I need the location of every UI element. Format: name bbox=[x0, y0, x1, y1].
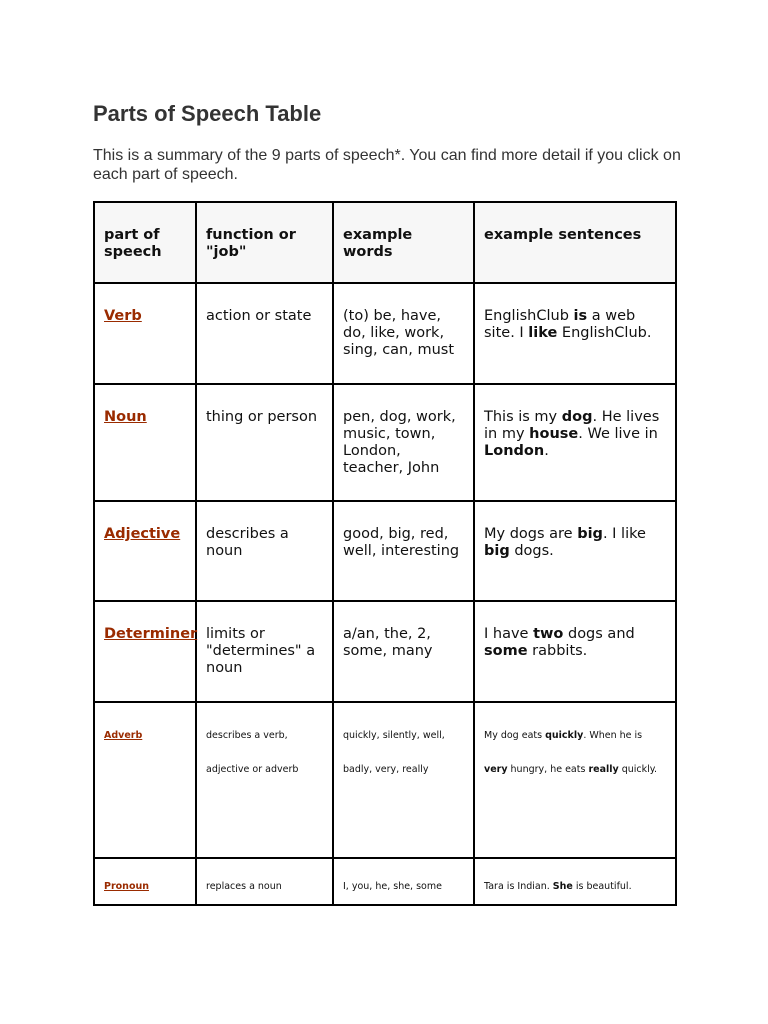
header-example-words: example words bbox=[333, 202, 474, 283]
sentence-text: . He lives in my bbox=[484, 409, 660, 442]
example-sentence-cell bbox=[474, 283, 676, 384]
header-example-sentences: example sentences bbox=[474, 202, 676, 283]
sentence-text: . We live in bbox=[578, 426, 658, 442]
sentence-keyword: some bbox=[484, 643, 528, 659]
sentence-text: a web site. I bbox=[484, 308, 636, 341]
function-cell: thing or person bbox=[196, 384, 333, 501]
sentence-keyword: two bbox=[533, 626, 564, 642]
sentence-text: My dog eats bbox=[484, 730, 546, 741]
page-title: Parts of Speech Table bbox=[93, 101, 322, 126]
part-of-speech-link[interactable]: Adverb bbox=[104, 730, 143, 741]
example-words-cell: a/an, the, 2, some, many bbox=[333, 601, 474, 702]
intro-paragraph: This is a summary of the 9 parts of speech*. You can find more detail if you click on each part of speech. bbox=[93, 147, 681, 183]
sentence-text: . When he is bbox=[583, 730, 643, 741]
sentence-keyword: She bbox=[552, 881, 573, 892]
example-sentence-cell bbox=[474, 501, 676, 601]
sentence-keyword: like bbox=[528, 325, 558, 341]
function-cell: describes a verb, adjective or adverb bbox=[196, 702, 333, 858]
example-words-cell: I, you, he, she, some bbox=[333, 858, 474, 905]
sentence-keyword: really bbox=[588, 764, 619, 775]
sentence-keyword: very bbox=[484, 764, 508, 775]
sentence-keyword: is bbox=[573, 308, 588, 324]
sentence-keyword: London bbox=[484, 443, 545, 459]
table-row bbox=[94, 501, 676, 601]
sentence-text: is beautiful. bbox=[572, 881, 632, 892]
example-sentence-cell bbox=[474, 702, 676, 858]
example-words-cell: pen, dog, work, music, town, London, teacher, John bbox=[333, 384, 474, 501]
function-cell: replaces a noun bbox=[196, 858, 333, 905]
sentence-keyword: quickly bbox=[545, 730, 584, 741]
part-of-speech-link[interactable]: Pronoun bbox=[104, 881, 149, 892]
sentence-keyword: dog bbox=[561, 409, 593, 425]
sentence-text: rabbits. bbox=[527, 643, 588, 659]
table-row bbox=[94, 283, 676, 384]
sentence-keyword: big bbox=[577, 526, 603, 542]
part-of-speech-link[interactable]: Noun bbox=[104, 409, 147, 425]
example-words-cell: good, big, red, well, interesting bbox=[333, 501, 474, 601]
sentence-text: hungry, he eats bbox=[507, 764, 589, 775]
example-sentence-cell bbox=[474, 858, 676, 905]
example-sentence-cell bbox=[474, 601, 676, 702]
header-part-of-speech: part of speech bbox=[94, 202, 196, 283]
part-of-speech-link[interactable]: Verb bbox=[104, 308, 142, 324]
table-row bbox=[94, 858, 676, 905]
sentence-text: This is my bbox=[484, 409, 562, 425]
sentence-text: quickly. bbox=[618, 764, 658, 775]
function-cell: limits or "determines" a noun bbox=[196, 601, 333, 702]
sentence-text: I have bbox=[484, 626, 534, 642]
sentence-text: EnglishClub. bbox=[557, 325, 652, 341]
sentence-text: . I like bbox=[602, 526, 646, 542]
sentence-text: . bbox=[544, 443, 549, 459]
table-row bbox=[94, 601, 676, 702]
example-words-cell: quickly, silently, well, badly, very, really bbox=[333, 702, 474, 858]
part-of-speech-link[interactable]: Adjective bbox=[104, 526, 181, 542]
function-cell: action or state bbox=[196, 283, 333, 384]
sentence-text: Tara is Indian. bbox=[484, 881, 553, 892]
part-of-speech-link[interactable]: Determiner bbox=[104, 626, 198, 642]
example-sentence-cell bbox=[474, 384, 676, 501]
table-row bbox=[94, 702, 676, 858]
sentence-keyword: house bbox=[529, 426, 579, 442]
function-cell: describes a noun bbox=[196, 501, 333, 601]
sentence-text: My dogs are bbox=[484, 526, 578, 542]
sentence-text: dogs. bbox=[509, 543, 554, 559]
table-row bbox=[94, 384, 676, 501]
example-words-cell: (to) be, have, do, like, work, sing, can, must bbox=[333, 283, 474, 384]
sentence-keyword: big bbox=[484, 543, 510, 559]
table-header-row bbox=[94, 202, 676, 283]
parts-of-speech-table bbox=[93, 201, 677, 906]
sentence-text: dogs and bbox=[563, 626, 635, 642]
sentence-text: EnglishClub bbox=[484, 308, 574, 324]
header-function: function or "job" bbox=[196, 202, 333, 283]
